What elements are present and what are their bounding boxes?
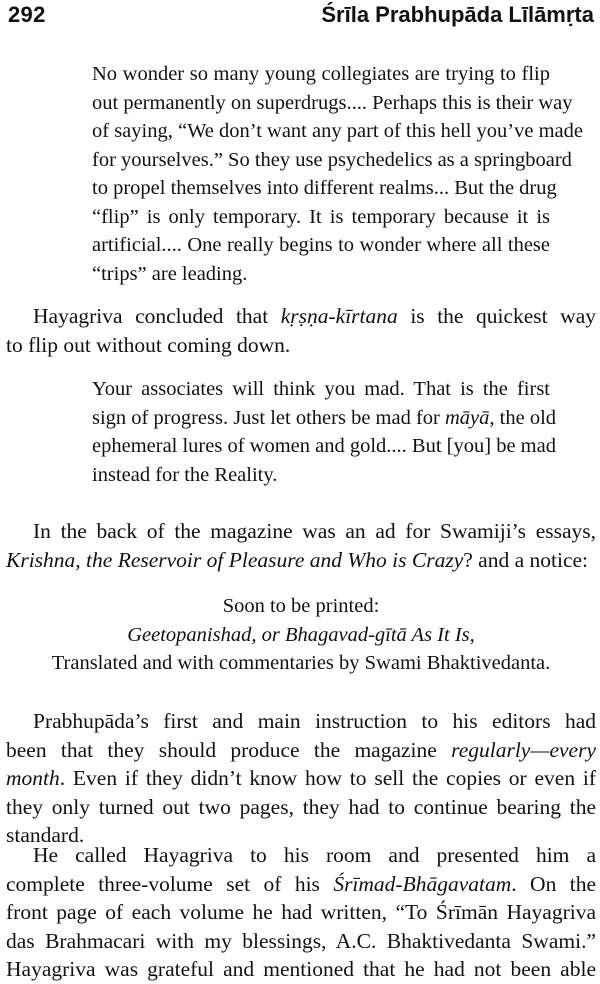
notice-line: Soon to be printed: [222, 595, 380, 617]
paragraph-line: Prabhupāda’s first and main instruction to his editors had [33, 709, 596, 733]
paragraph-line: month. Even if they didn’t know how to sell the copies or even if [6, 766, 596, 790]
paragraph-magazine-ad [6, 517, 596, 574]
notice-block [6, 592, 596, 678]
block-quote-drugs [92, 60, 583, 288]
quote-line: sign of progress. Just let others be mad for māyā, the old [92, 406, 557, 429]
paragraph-line: complete three-volume set of his Śrīmad-Bhāgavatam. On the [6, 871, 596, 896]
quote-line: artificial.... One really begins to wonder where all these [92, 234, 550, 256]
paragraph-first-instruction [6, 707, 596, 850]
paragraph-line: Hayagriva was grateful and mentioned that he had not been able [6, 957, 596, 981]
paragraph-line: Krishna, the Reservoir of Pleasure and Who is Crazy? and a notice: [6, 547, 589, 572]
quote-line: instead for the Reality. [92, 463, 278, 486]
paragraph-line: das Brahmacari with my blessings, A.C. Bhaktivedanta Swami.” [6, 928, 596, 953]
paragraph-line: to flip out without coming down. [6, 332, 291, 357]
quote-line: out permanently on superdrugs.... Perhaps this is their way [92, 91, 573, 114]
quote-line: Your associates will think you mad. That is the first [92, 378, 550, 400]
quote-line: to propel themselves into different realms... But the drug [92, 177, 557, 199]
paragraph-line: they only turned out two pages, they had to continue bearing the [6, 794, 596, 819]
paragraph-line: Hayagriva concluded that kṛṣṇa-kīrtana is the quickest way [33, 304, 596, 328]
paragraph-line: standard. [6, 823, 85, 847]
page-header [0, 0, 600, 34]
paragraph-bhagavatam-gift [6, 841, 596, 984]
paragraph-hayagriva-concluded [6, 302, 596, 359]
notice-line: Translated and with commentaries by Swami Bhaktivedanta. [51, 652, 551, 674]
paragraph-line: In the back of the magazine was an ad for Swamiji’s essays, [33, 519, 596, 543]
page-number: 292 [8, 2, 46, 27]
quote-line: “flip” is only temporary. It is temporary because it is [92, 205, 550, 228]
running-title: Śrīla Prabhupāda Līlāmṛta [321, 2, 594, 27]
quote-line: No wonder so many young collegiates are trying to flip [92, 63, 550, 85]
quote-line: for yourselves.” So they use psychedelics as a springboard [92, 148, 572, 171]
paragraph-line: front page of each volume he had written, “To Śrīmān Hayagriva [6, 900, 596, 924]
quote-line: of saying, “We don’t want any part of this hell you’ve made [92, 120, 583, 142]
quote-line: ephemeral lures of women and gold.... But [you] be mad [92, 435, 556, 457]
quote-line: “trips” are leading. [92, 262, 248, 285]
notice-line: Geetopanishad, or Bhagavad-gītā As It Is, [127, 623, 475, 646]
block-quote-mad [92, 375, 557, 489]
paragraph-line: He called Hayagriva to his room and presented him a [33, 843, 596, 867]
paragraph-line: been that they should produce the magazine regularly—every [6, 737, 596, 762]
